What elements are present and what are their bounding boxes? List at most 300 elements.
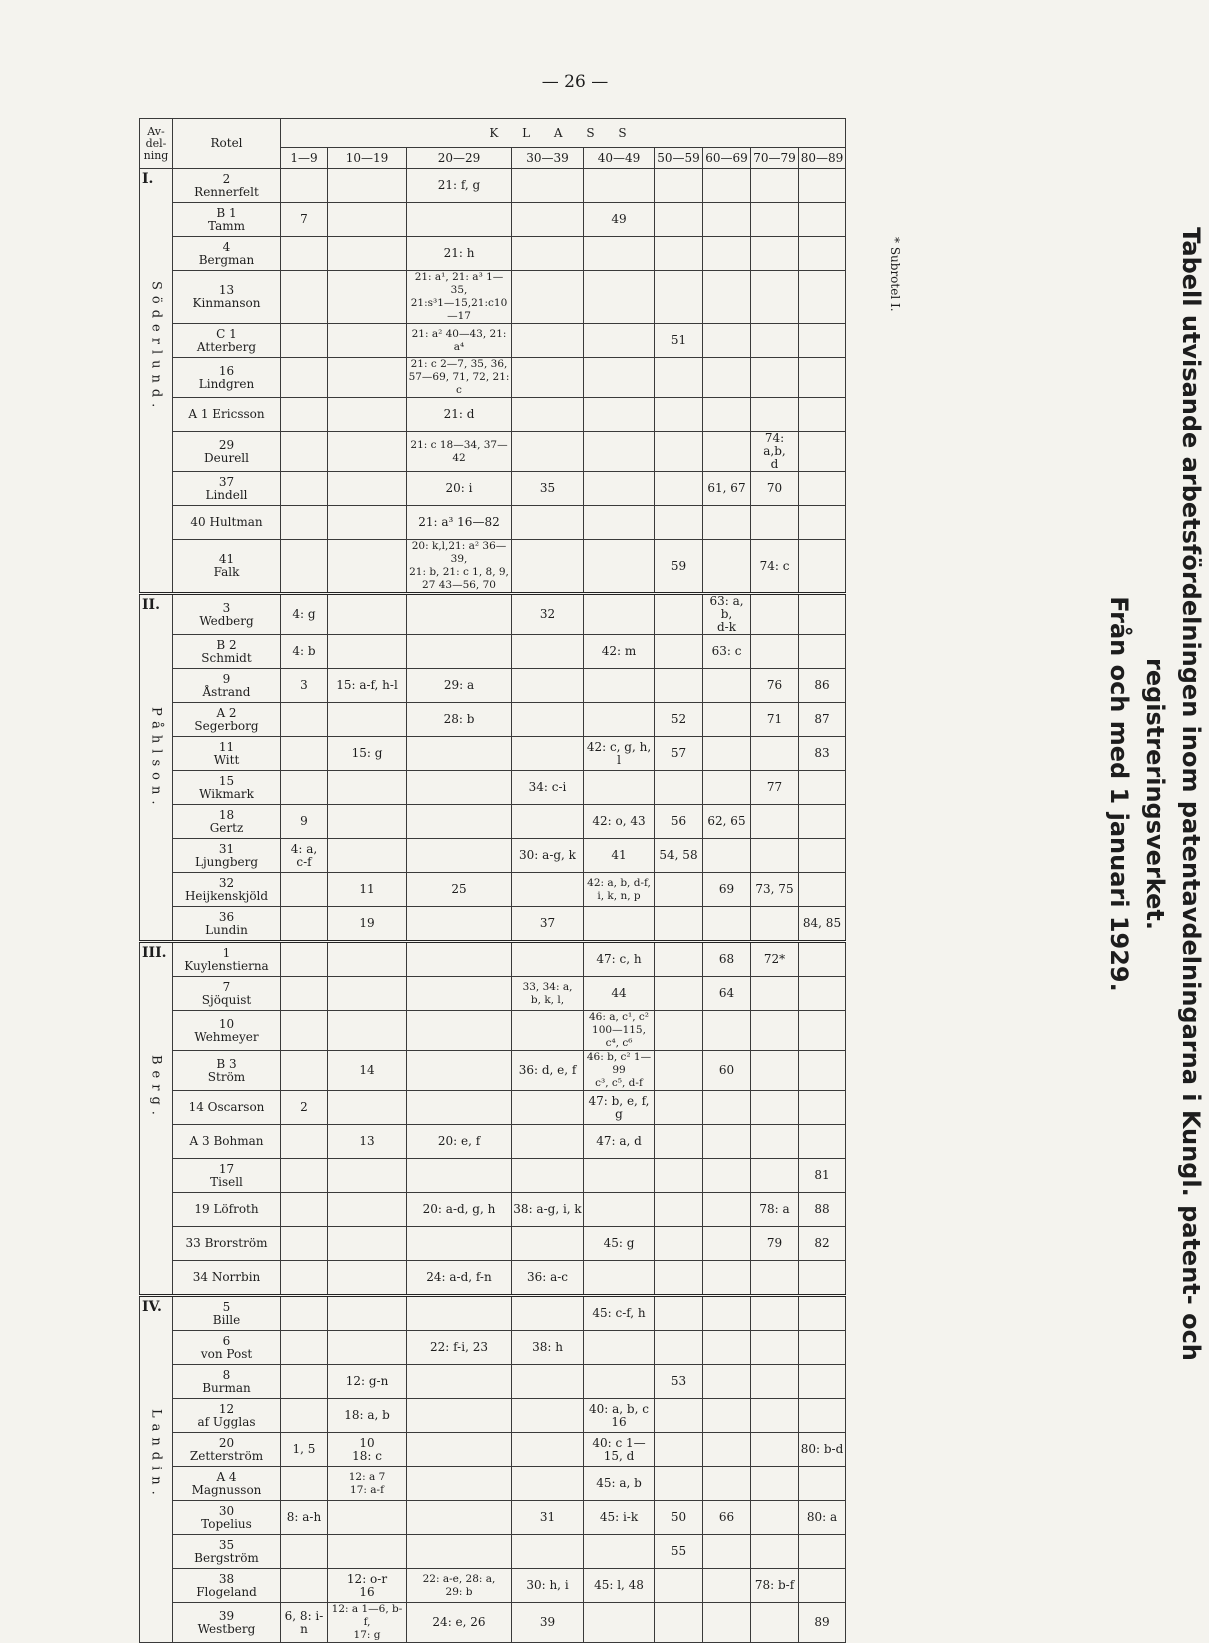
department-cell	[140, 594, 173, 942]
klass-cell	[703, 1331, 751, 1365]
table-row	[140, 398, 846, 432]
table-row	[140, 1399, 846, 1433]
table-row	[140, 1467, 846, 1501]
klass-cell	[751, 1433, 799, 1467]
klass-cell	[799, 1331, 846, 1365]
klass-cell	[407, 594, 512, 635]
klass-cell	[328, 942, 407, 977]
klass-cell	[281, 737, 328, 771]
klass-cell: 80: a	[799, 1501, 846, 1535]
title-line-1: Tabell utvisande arbetsfördelningen inom patentavdelningarna i Kungl. patent- och	[1177, 227, 1205, 1361]
rotel-cell: 6 von Post	[173, 1331, 281, 1365]
klass-cell	[655, 1296, 703, 1331]
klass-cell	[584, 1261, 655, 1296]
table-row	[140, 594, 846, 635]
department-name: Landin.	[148, 1409, 164, 1501]
table-row	[140, 703, 846, 737]
klass-cell: 42: o, 43	[584, 805, 655, 839]
klass-cell: 83	[799, 737, 846, 771]
klass-cell	[751, 737, 799, 771]
table-row	[140, 977, 846, 1011]
klass-cell: 59	[655, 540, 703, 594]
klass-cell: 38: h	[512, 1331, 584, 1365]
klass-cell	[655, 398, 703, 432]
klass-cell: 73, 75	[751, 873, 799, 907]
klass-cell: 79	[751, 1227, 799, 1261]
klass-cell	[703, 1193, 751, 1227]
klass-cell: 9	[281, 805, 328, 839]
rotel-cell: 38 Flogeland	[173, 1569, 281, 1603]
rotel-cell: B 2 Schmidt	[173, 635, 281, 669]
klass-cell: 47: a, d	[584, 1125, 655, 1159]
table-row	[140, 169, 846, 203]
klass-cell	[407, 1091, 512, 1125]
klass-cell	[407, 977, 512, 1011]
klass-cell	[655, 1193, 703, 1227]
klass-cell	[751, 1467, 799, 1501]
klass-cell: 42: m	[584, 635, 655, 669]
klass-cell	[751, 1261, 799, 1296]
klass-cell	[328, 1159, 407, 1193]
table-row	[140, 839, 846, 873]
klass-cell	[751, 1501, 799, 1535]
klass-cell	[407, 635, 512, 669]
klass-cell	[655, 669, 703, 703]
klass-cell	[281, 1365, 328, 1399]
klass-cell: 1, 5	[281, 1433, 328, 1467]
department-numeral: II.	[142, 597, 160, 613]
klass-cell	[512, 203, 584, 237]
klass-cell: 42: c, g, h, l	[584, 737, 655, 771]
klass-cell: 38: a-g, i, k	[512, 1193, 584, 1227]
klass-cell	[799, 1535, 846, 1569]
klass-cell	[703, 1569, 751, 1603]
klass-cell	[751, 1399, 799, 1433]
klass-cell	[584, 506, 655, 540]
klass-cell	[512, 358, 584, 398]
klass-cell: 40: a, b, c 16	[584, 1399, 655, 1433]
klass-cell: 10 18: c	[328, 1433, 407, 1467]
klass-cell	[281, 1296, 328, 1331]
klass-cell	[799, 1051, 846, 1091]
table-row	[140, 1193, 846, 1227]
klass-cell: 20: a-d, g, h	[407, 1193, 512, 1227]
klass-cell	[655, 169, 703, 203]
klass-cell: 12: a 7 17: a-f	[328, 1467, 407, 1501]
klass-cell	[751, 271, 799, 324]
klass-cell	[281, 237, 328, 271]
klass-cell	[512, 1467, 584, 1501]
klass-cell	[512, 1227, 584, 1261]
klass-cell: 62, 65	[703, 805, 751, 839]
klass-cell	[281, 873, 328, 907]
klass-cell: 3	[281, 669, 328, 703]
klass-cell: 54, 58	[655, 839, 703, 873]
klass-cell: 52	[655, 703, 703, 737]
klass-cell	[799, 635, 846, 669]
klass-range-header: 40—49	[584, 148, 655, 169]
klass-cell: 41	[584, 839, 655, 873]
klass-cell: 20: e, f	[407, 1125, 512, 1159]
rotel-cell: 2 Rennerfelt	[173, 169, 281, 203]
klass-cell: 21: d	[407, 398, 512, 432]
klass-cell	[751, 1296, 799, 1331]
klass-cell	[751, 237, 799, 271]
klass-cell	[655, 1125, 703, 1159]
klass-cell	[799, 977, 846, 1011]
klass-cell	[281, 1535, 328, 1569]
rotel-cell: A 2 Segerborg	[173, 703, 281, 737]
klass-cell	[407, 839, 512, 873]
klass-cell	[512, 1433, 584, 1467]
klass-range-header: 30—39	[512, 148, 584, 169]
klass-cell: 80: b-d	[799, 1433, 846, 1467]
klass-cell	[799, 398, 846, 432]
department-cell	[140, 1296, 173, 1643]
rotel-cell: 40 Hultman	[173, 506, 281, 540]
klass-cell: 74: a,b, d	[751, 432, 799, 472]
klass-cell	[512, 1399, 584, 1433]
rotel-cell: 10 Wehmeyer	[173, 1011, 281, 1051]
klass-cell	[328, 506, 407, 540]
klass-cell	[281, 398, 328, 432]
klass-cell	[655, 873, 703, 907]
klass-cell: 89	[799, 1603, 846, 1643]
table-row	[140, 1227, 846, 1261]
rotel-cell: 8 Burman	[173, 1365, 281, 1399]
klass-cell: 63: a, b, d-k	[703, 594, 751, 635]
klass-cell: 69	[703, 873, 751, 907]
klass-cell	[328, 1331, 407, 1365]
klass-cell: 39	[512, 1603, 584, 1643]
klass-range-header: 20—29	[407, 148, 512, 169]
klass-range-header: 1—9	[281, 148, 328, 169]
klass-cell	[328, 203, 407, 237]
klass-cell	[512, 1296, 584, 1331]
klass-cell	[751, 398, 799, 432]
klass-cell: 21: a³ 16—82	[407, 506, 512, 540]
klass-cell: 36: d, e, f	[512, 1051, 584, 1091]
klass-cell	[584, 271, 655, 324]
klass-cell: 68	[703, 942, 751, 977]
rotel-cell: C 1 Atterberg	[173, 324, 281, 358]
klass-cell	[655, 271, 703, 324]
klass-cell	[584, 1365, 655, 1399]
klass-cell: 33, 34: a, b, k, l,	[512, 977, 584, 1011]
klass-cell	[281, 1261, 328, 1296]
klass-cell	[328, 703, 407, 737]
klass-cell	[655, 1399, 703, 1433]
klass-cell	[751, 1331, 799, 1365]
klass-cell	[799, 1296, 846, 1331]
klass-cell	[799, 1569, 846, 1603]
klass-cell	[751, 1051, 799, 1091]
klass-cell	[703, 771, 751, 805]
rotel-cell: 36 Lundin	[173, 907, 281, 942]
klass-cell	[703, 271, 751, 324]
klass-cell: 18: a, b	[328, 1399, 407, 1433]
klass-cell	[703, 839, 751, 873]
table-row	[140, 1603, 846, 1643]
klass-cell	[584, 540, 655, 594]
klass-cell	[281, 907, 328, 942]
klass-cell	[281, 1399, 328, 1433]
rotel-cell: 7 Sjöquist	[173, 977, 281, 1011]
klass-cell	[281, 432, 328, 472]
rotel-cell: 33 Brorström	[173, 1227, 281, 1261]
klass-cell: 50	[655, 1501, 703, 1535]
klass-cell	[703, 669, 751, 703]
table-row	[140, 1501, 846, 1535]
table-row	[140, 805, 846, 839]
klass-cell: 21: h	[407, 237, 512, 271]
table-row	[140, 271, 846, 324]
klass-cell	[281, 358, 328, 398]
klass-cell	[751, 1091, 799, 1125]
klass-cell	[655, 977, 703, 1011]
rotel-cell: A 3 Bohman	[173, 1125, 281, 1159]
klass-cell	[655, 942, 703, 977]
klass-cell	[407, 203, 512, 237]
rotel-cell: 16 Lindgren	[173, 358, 281, 398]
table-row	[140, 907, 846, 942]
klass-cell	[751, 1011, 799, 1051]
department-numeral: IV.	[142, 1299, 162, 1315]
klass-cell	[512, 1011, 584, 1051]
klass-cell	[799, 942, 846, 977]
klass-cell	[751, 1159, 799, 1193]
klass-cell	[584, 237, 655, 271]
klass-cell	[281, 472, 328, 506]
klass-cell	[655, 635, 703, 669]
klass-cell	[799, 1399, 846, 1433]
table-row	[140, 358, 846, 398]
klass-cell	[407, 1535, 512, 1569]
klass-cell	[328, 432, 407, 472]
klass-cell: 15: g	[328, 737, 407, 771]
klass-cell	[655, 432, 703, 472]
klass-cell	[407, 1467, 512, 1501]
rotel-cell: 11 Witt	[173, 737, 281, 771]
klass-cell	[799, 324, 846, 358]
klass-cell	[281, 1193, 328, 1227]
klass-cell	[799, 169, 846, 203]
klass-cell	[655, 203, 703, 237]
klass-cell	[584, 1603, 655, 1643]
klass-cell	[584, 169, 655, 203]
klass-cell: 84, 85	[799, 907, 846, 942]
klass-cell: 24: e, 26	[407, 1603, 512, 1643]
klass-cell	[512, 506, 584, 540]
klass-cell	[407, 1433, 512, 1467]
table-row	[140, 472, 846, 506]
klass-cell: 40: c 1—15, d	[584, 1433, 655, 1467]
klass-cell: 74: c	[751, 540, 799, 594]
klass-cell	[281, 324, 328, 358]
table-row	[140, 1261, 846, 1296]
klass-cell	[799, 203, 846, 237]
table-row	[140, 237, 846, 271]
klass-cell: 30: h, i	[512, 1569, 584, 1603]
klass-cell: 14	[328, 1051, 407, 1091]
klass-cell	[799, 540, 846, 594]
klass-cell	[751, 203, 799, 237]
klass-cell	[281, 1467, 328, 1501]
klass-cell	[655, 1331, 703, 1365]
klass-cell: 61, 67	[703, 472, 751, 506]
klass-cell: 34: c-i	[512, 771, 584, 805]
klass-cell	[703, 1433, 751, 1467]
klass-cell: 87	[799, 703, 846, 737]
klass-cell	[655, 1467, 703, 1501]
klass-cell: 76	[751, 669, 799, 703]
klass-cell: 29: a	[407, 669, 512, 703]
klass-cell	[799, 432, 846, 472]
klass-range-header: 50—59	[655, 148, 703, 169]
klass-cell	[655, 472, 703, 506]
table-row	[140, 1051, 846, 1091]
klass-cell	[584, 907, 655, 942]
klass-cell	[751, 594, 799, 635]
klass-cell	[281, 169, 328, 203]
klass-cell: 2	[281, 1091, 328, 1125]
klass-cell: 45: g	[584, 1227, 655, 1261]
klass-cell	[799, 1125, 846, 1159]
klass-cell: 45: a, b	[584, 1467, 655, 1501]
klass-cell	[584, 1159, 655, 1193]
klass-cell	[584, 432, 655, 472]
klass-cell: 77	[751, 771, 799, 805]
klass-cell: 4: a, c-f	[281, 839, 328, 873]
klass-cell	[584, 771, 655, 805]
klass-cell	[584, 1535, 655, 1569]
klass-cell	[407, 942, 512, 977]
klass-cell: 64	[703, 977, 751, 1011]
rotel-cell: 29 Deurell	[173, 432, 281, 472]
klass-cell	[655, 1261, 703, 1296]
klass-cell	[703, 398, 751, 432]
rotel-cell: 1 Kuylenstierna	[173, 942, 281, 977]
klass-cell: 20: i	[407, 472, 512, 506]
klass-cell: 47: c, h	[584, 942, 655, 977]
klass-cell	[799, 1261, 846, 1296]
klass-cell	[328, 1227, 407, 1261]
klass-cell	[512, 398, 584, 432]
klass-cell	[512, 271, 584, 324]
title-line-3: Från och med 1 januari 1929.	[1105, 596, 1133, 992]
klass-cell	[281, 1011, 328, 1051]
klass-cell: 22: a-e, 28: a, 29: b	[407, 1569, 512, 1603]
klass-cell	[328, 1296, 407, 1331]
klass-cell	[512, 737, 584, 771]
klass-cell: 32	[512, 594, 584, 635]
rotel-cell: 19 Löfroth	[173, 1193, 281, 1227]
table-row	[140, 506, 846, 540]
klass-cell	[655, 594, 703, 635]
klass-cell	[512, 873, 584, 907]
klass-cell: 66	[703, 1501, 751, 1535]
klass-cell	[407, 1159, 512, 1193]
department-name: Söderlund.	[148, 281, 164, 414]
klass-cell	[584, 594, 655, 635]
klass-cell	[751, 907, 799, 942]
table-row	[140, 1569, 846, 1603]
table-row	[140, 669, 846, 703]
klass-cell	[751, 1125, 799, 1159]
klass-cell	[751, 324, 799, 358]
klass-cell	[751, 1365, 799, 1399]
rotel-cell: A 4 Magnusson	[173, 1467, 281, 1501]
klass-cell	[655, 1159, 703, 1193]
klass-cell	[328, 398, 407, 432]
klass-cell	[584, 1331, 655, 1365]
klass-cell	[512, 942, 584, 977]
klass-cell: 7	[281, 203, 328, 237]
klass-cell	[703, 1296, 751, 1331]
klass-cell	[751, 506, 799, 540]
table-row	[140, 771, 846, 805]
klass-cell	[703, 1603, 751, 1643]
klass-cell	[799, 771, 846, 805]
rotel-cell: A 1 Ericsson	[173, 398, 281, 432]
klass-cell	[512, 432, 584, 472]
table-row	[140, 203, 846, 237]
klass-cell	[703, 358, 751, 398]
rotel-cell: 31 Ljungberg	[173, 839, 281, 873]
klass-range-header: 10—19	[328, 148, 407, 169]
klass-cell: 21: a¹, 21: a³ 1—35, 21:s³1—15,21:c10—17	[407, 271, 512, 324]
klass-cell: 81	[799, 1159, 846, 1193]
klass-cell	[328, 472, 407, 506]
klass-cell	[584, 472, 655, 506]
klass-cell	[751, 1535, 799, 1569]
klass-cell	[328, 977, 407, 1011]
klass-cell	[328, 1011, 407, 1051]
klass-cell	[407, 771, 512, 805]
klass-cell	[703, 1467, 751, 1501]
klass-cell	[703, 1159, 751, 1193]
klass-cell	[407, 1365, 512, 1399]
klass-cell: 13	[328, 1125, 407, 1159]
klass-cell	[799, 1467, 846, 1501]
rotel-cell: 30 Topelius	[173, 1501, 281, 1535]
klass-cell: 21: f, g	[407, 169, 512, 203]
klass-cell: 82	[799, 1227, 846, 1261]
department-numeral: I.	[142, 171, 154, 187]
klass-cell: 78: b-f	[751, 1569, 799, 1603]
klass-cell: 51	[655, 324, 703, 358]
klass-cell	[407, 1227, 512, 1261]
klass-cell: 57	[655, 737, 703, 771]
department-name: Påhlson.	[148, 707, 164, 811]
klass-cell	[655, 1569, 703, 1603]
klass-cell	[328, 805, 407, 839]
klass-cell	[281, 1227, 328, 1261]
klass-cell: 4: g	[281, 594, 328, 635]
klass-cell	[407, 1399, 512, 1433]
klass-cell	[512, 703, 584, 737]
klass-cell: 63: c	[703, 635, 751, 669]
rotel-cell: 34 Norrbin	[173, 1261, 281, 1296]
klass-cell	[584, 398, 655, 432]
klass-cell	[328, 1535, 407, 1569]
klass-cell	[328, 635, 407, 669]
klass-cell	[703, 324, 751, 358]
rotel-cell: 32 Heijkenskjöld	[173, 873, 281, 907]
klass-range-header: 70—79	[751, 148, 799, 169]
klass-cell: 12: a 1—6, b-f, 17: g	[328, 1603, 407, 1643]
klass-cell: 72*	[751, 942, 799, 977]
